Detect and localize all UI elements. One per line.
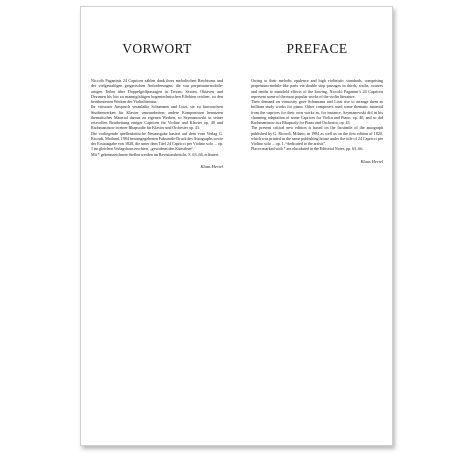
preface-page — [80, 6, 393, 446]
english-column — [251, 41, 383, 164]
english-heading: PREFACE — [286, 41, 348, 56]
german-paragraph: Ihr virtuoser Anspruch veranlaßte Schumann und Liszt, sie zu bravourösen Studienwerken für Klavier umzuarbeiten; andere Komponisten benutzten thematisches Material daraus zu eigenen Werken, so Szymanowski in seiner reizvollen Bearbeitung einiger Capricen für Violine und Klavier op. 40 und Rachmaninow in einer Rhapsodie für Klavier und Orchester op. 43. — [91, 104, 223, 131]
english-paragraph: Places marked with * are elucidated in the Editorial Notes, pp. 63–66. — [251, 146, 364, 152]
english-paragraph: The present critical new edition is based on the facsimile of the autograph published by G. Ricordi, Milano, in 1984 as well as on the first edition of 1820, which was printed in the same publishing house under the title of 24 Capricci per Violino solo ... op. 1, “dedicated to the artists”. — [251, 125, 383, 146]
german-paragraph: Mit * gekennzeichnete Stellen werden im Revisionsbericht, S. 63–66, erläutert. — [91, 151, 220, 157]
german-paragraph: Niccolò Paganinis 24 Capricen zählen dank ihres melodischen Reichtums und der vielgestaltigen geigerischen Anforderungen, die von perpetuum-mobile-artigen Teilen über Doppelgriffpassagen in Terzen, Sexten, Oktaven und Dezimen bis hin zu mannigfaltigen bogentechnischen Effekten reichen, zu den berühmtesten Werken der Violinliteratur. — [91, 78, 223, 104]
english-signature: Klaus Hertel — [360, 158, 383, 164]
german-heading: VORWORT — [122, 41, 192, 56]
english-paragraph: Owing to their melodic opulence and high violinistic standards, comprising perpetuum-mobile-like parts via double stop passages in thirds, sixths, octaves and tenths to manifold effects of the bowing, Niccolò Paganini’s 24 Capricen represent some of the most popular works of the violin literature. — [251, 78, 383, 99]
german-paragraph: Die vorliegende quellenkritische Neuausgabe basiert auf dem vom Verlag G. Ricordi, Mailand, 1984 herausgegebenen Faksimile-Druck des Autographs sowie der Erstausgabe von 1820, die unter dem Titel 24 Capricci per Violino solo ... op. 1 im gleichen Verlagshaus erschien, „gewidmet den Künstlern“. — [91, 130, 223, 152]
english-paragraph: Their demand on virtuosity gave Schumann and Liszt rise to arrange them as brilliant study works for piano. Other composers used some thematic material from the caprices for their own works as, for instance, Szymanowski did in his charming adaptation of some Caprices for Violin and Piano, op. 40, and so did Rachmaninow in a Rhapsody for Piano and Orchestra, op. 43. — [251, 99, 383, 125]
german-signature: Klaus Hertel — [200, 163, 223, 169]
german-column — [91, 41, 223, 169]
